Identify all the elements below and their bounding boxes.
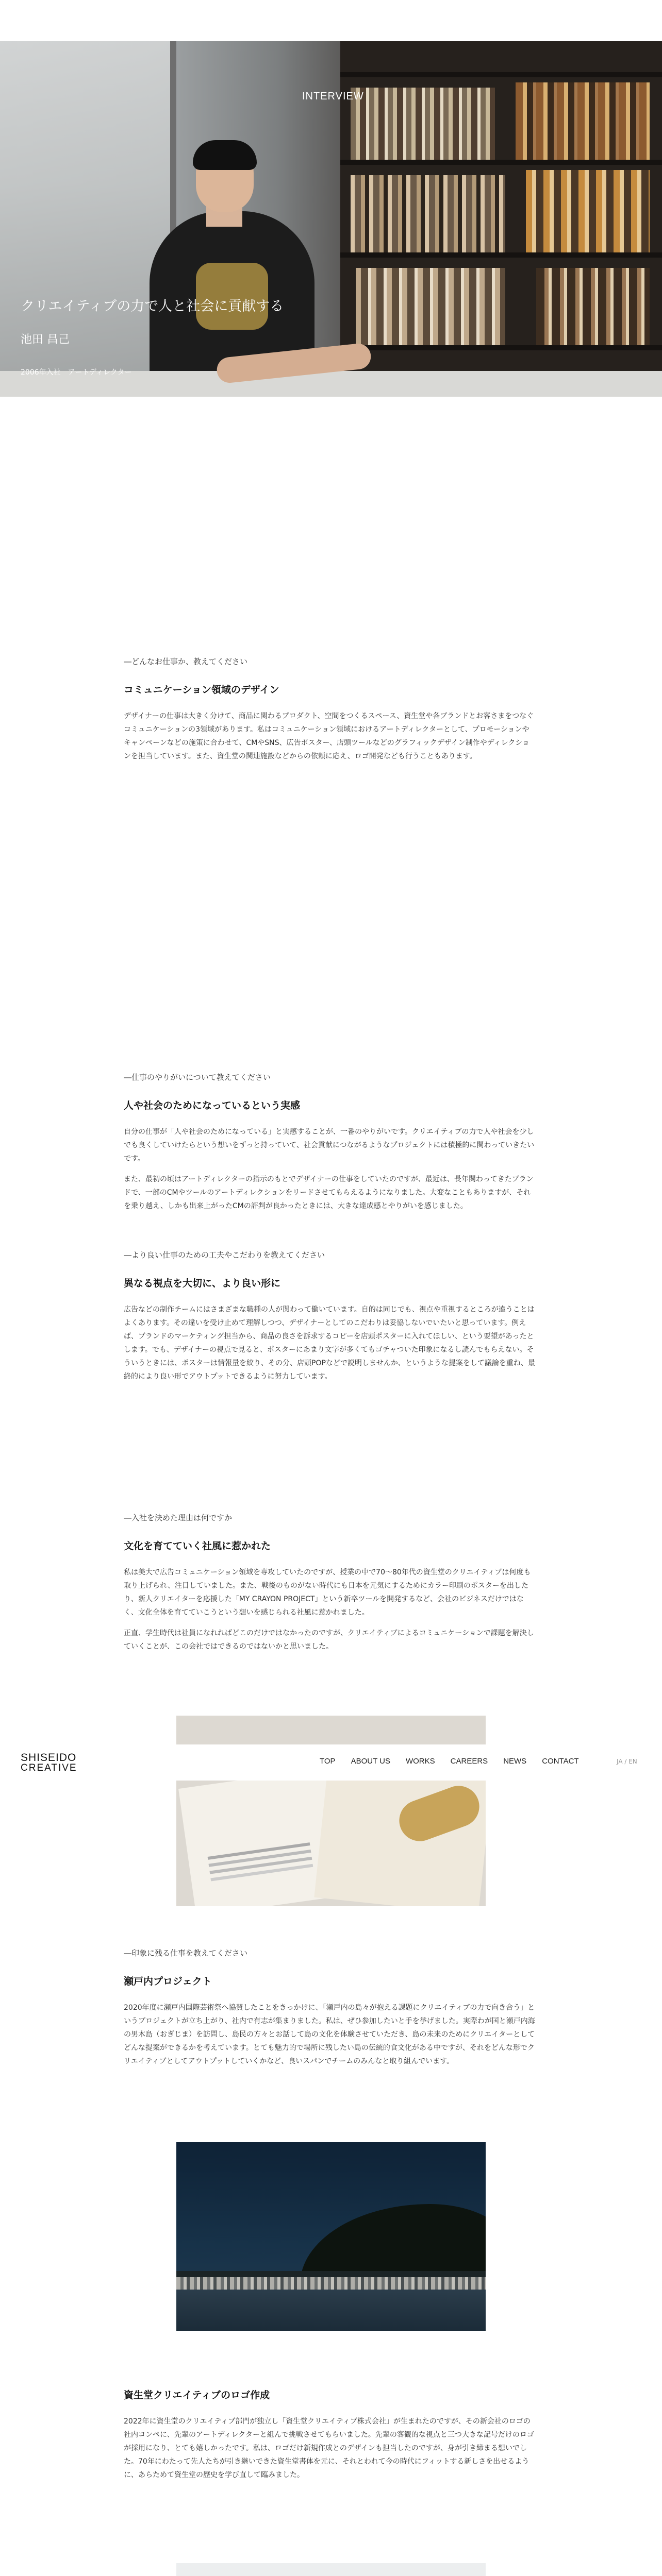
nav-link-contact[interactable]: CONTACT (542, 1757, 579, 1766)
answer-heading: 人や社会のためになっているという実感 (124, 1100, 301, 1111)
shelf-board (340, 345, 662, 350)
book-row (351, 88, 495, 160)
interviewee-name: 池田 昌己 (21, 333, 70, 346)
question: ―仕事のやりがいについて教えてください (124, 1073, 271, 1082)
book-row (536, 268, 650, 345)
answer-body: 私は美大で広告コミュニケーション領域を専攻していたのですが、授業の中で70～80年代の資生堂のクリエイティブは何度も取り上げられ、注目していました。また、戦後のものがない時代にも日本を元気にするためにカラー印刷のポスターを出したり、新人クリエイターを応援した「MY CRAYON PROJECT」という新卒ツールを開発するなど、会社のビジネスだけではなく、文化全体を育てていこうという想いを感じられる社風に惹かれました。 (124, 1568, 531, 1617)
answer-body: また、最初の頃はアートディレクターの指示のもとでデザイナーの仕事をしていたのですが、最近は、長年関わってきたブランドで、一部のCMやツールのアートディレクションをリードさせてもらえるようになりました。大変なこともありますが、それを乗り越え、しかも出来上がったCMの評判が良かったときには、大きな達成感とやりがいを感じました。 (124, 1175, 534, 1210)
language-switcher[interactable]: JA / EN (617, 1758, 637, 1765)
person-hair (193, 140, 257, 170)
answer-heading: 資生堂クリエイティブのロゴ作成 (124, 2389, 270, 2401)
qa-section (124, 1947, 536, 2068)
book-row (526, 170, 650, 252)
sea (176, 2290, 486, 2331)
answer-heading: コミュニケーション領域のデザイン (124, 684, 279, 696)
answer-heading: 瀬戸内プロジェクト (124, 1976, 212, 1987)
work-section (124, 2387, 536, 2482)
answer-heading: 文化を育てていく社風に惹かれた (124, 1540, 271, 1552)
question: ―印象に残る仕事を教えてください (124, 1948, 248, 1958)
logo-line: SHISEIDO (21, 1752, 77, 1764)
answer-heading: 異なる視点を大切に、より良い形に (124, 1278, 281, 1289)
site-header (0, 1744, 662, 1781)
setouchi-island-photo (176, 2142, 486, 2331)
interview-label: INTERVIEW (302, 91, 364, 102)
interviewee-role: 2006年入社 アートディレクター (21, 368, 132, 377)
nav-link-careers[interactable]: CAREERS (450, 1757, 488, 1766)
nav-link-works[interactable]: WORKS (405, 1757, 435, 1766)
nav-link-top[interactable]: TOP (320, 1757, 336, 1766)
question: ―より良い仕事のための工夫やこだわりを教えてください (124, 1250, 325, 1260)
answer-body: 自分の仕事が「人や社会のためになっている」と実感することが、一番のやりがいです。クリエイティブの力で人や社会を少しでも良くしていけたらという想いをずっと持っていて、社会貢献につながるようなプロジェクトには積極的に関わっていきたいです。 (124, 1128, 535, 1163)
answer-body: 広告などの制作チームにはさまざまな職種の人が関わって働いています。自的は同じでも、視点や重視するところが違うことはよくあります。その違いを受け止めて理解しつつ、デザイナーとしてのこだわりは妥協しないでいたいと思っています。例えば、ブランドのマーケティング担当から、商品の良さを訴求するコピーを店頭ポスターに入れてほしい、という要望があったとします。でも、デザイナーの視点で見ると、ポスターにあまり文字が多くてもゴチャついた印象になるし読んでもらえない。そういうときには、ポスターは情報量を絞り、その分、店頭POPなどで説明しませんか、というような提案をして議論を重ね、最終的により良い形でアウトプットできるように努力しています。 (124, 1306, 535, 1381)
answer-body: 2022年に資生堂のクリエイティブ部門が独立し「資生堂クリエイティブ株式会社」が生まれたのですが、その新会社のロゴの社内コンペに、先輩のアートディレクターと組んで挑戦させてもらいました。先輩の客観的な視点と三つ大きな記号だけのロゴが採用になり、とても嬉しかったです。私は、ロゴだけ新規作成とのデザインも担当したのですが、身が引き締まる想いでした。70年にわたって先人たちが引き継いできた資生堂書体を元に、それとわれて今の時代にフィットする新しさを出せるように、あらためて資生堂の歴史を学び直して臨みました。 (124, 2417, 534, 2479)
shelf-board (340, 252, 662, 258)
book-row (516, 82, 650, 160)
logo-application-photo (176, 2563, 486, 2576)
answer-body: デザイナーの仕事は大きく分けて、商品に関わるプロダクト、空間をつくるスペース、資生堂や各ブランドとお客さまをつなぐコミュニケーションの3領域があります。私はコミュニケーション領域におけるアートディレクターとして、プロモーションやキャンペーンなどの施策に合わせて、CMやSNS、広告ポスター、店頭ツールなどのグラフィックデザイン制作やディレクションを担当しています。また、資生堂の関連施設などからの依頼に応え、ロゴ開発なども行うこともあります。 (124, 712, 534, 760)
nav-link-about-us[interactable]: ABOUT US (351, 1757, 390, 1766)
book-row (356, 268, 505, 345)
global-nav (320, 1757, 579, 1766)
answer-body: 2020年度に瀬戸内国際芸術祭へ協賛したことをきっかけに、「瀬戸内の島々が抱える課題にクリエイティブの力で向き合う」というプロジェクトが立ち上がり、社内で有志が集まりました。私は、ぜひ参加したいと手を挙げました。実際わが国と瀬戸内海の男木島（おぎじま）を訪問し、島民の方々とお話して島の文化を体験させていただき、島の未来のためにクリエイターとしてどんな提案ができるかを考えています。とても魅力的で場所に残したい島の伝統的食文化がある中ですが、それをどんな形でクリエイティブとしてアウトプットしていくかなど、良いスパンでチームのみんなと取り組んでいます。 (124, 2004, 535, 2065)
shelf-board (340, 72, 662, 77)
qa-section (124, 1249, 536, 1383)
answer-body: 正直、学生時代は社員になれればどこのだけではなかったのですが、クリエイティブによるコミュニケーションで課題を解決していくことが、この会社ではできるのではないかと思いました。 (124, 1629, 534, 1651)
shiseido-creative-logo[interactable] (21, 1753, 77, 1773)
nav-link-news[interactable]: NEWS (503, 1757, 527, 1766)
qa-section (124, 1512, 536, 1653)
bookshelf (340, 41, 662, 397)
harbor-town (176, 2277, 486, 2290)
question: ―どんなお仕事か、教えてください (124, 657, 248, 666)
shelf-board (340, 160, 662, 165)
page-title: クリエイティブの力で人と社会に貢献する (21, 298, 284, 314)
qa-section (124, 1072, 536, 1213)
logo-line: CREATIVE (21, 1762, 77, 1773)
book-row (351, 175, 505, 252)
qa-section (124, 656, 536, 763)
question: ―入社を決めた理由は何ですか (124, 1513, 233, 1522)
